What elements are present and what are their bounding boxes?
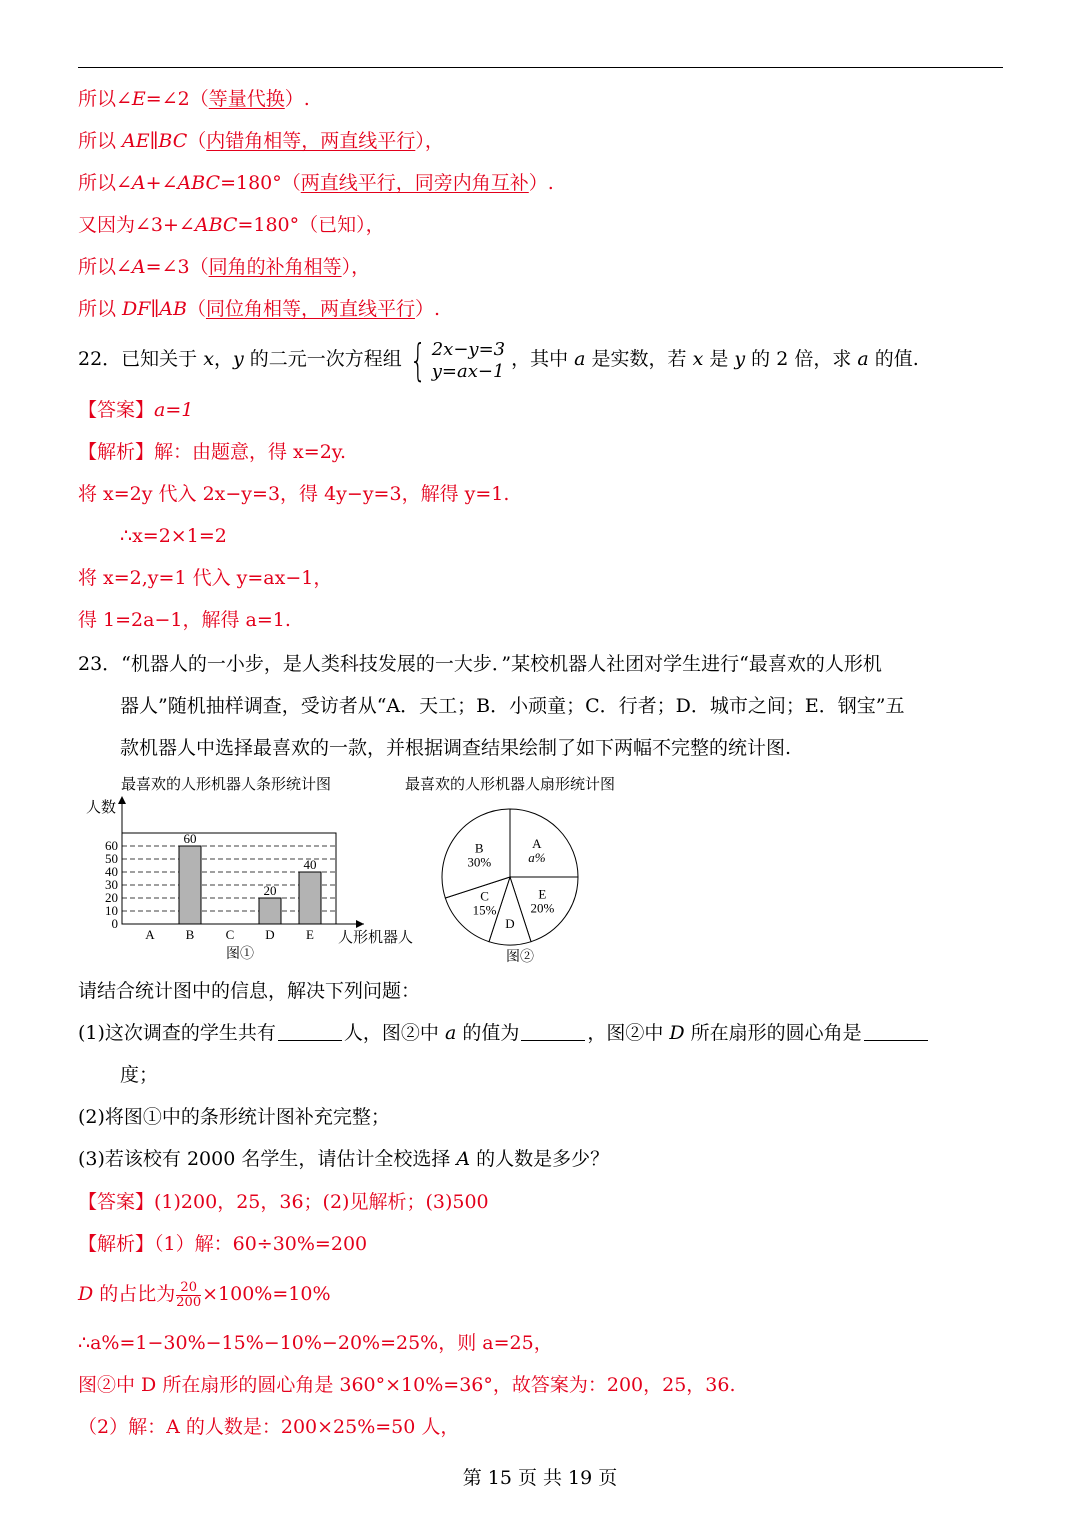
pie-slice-label: E [538, 886, 547, 902]
solution-22-line-3: ∴x=2×1=2 [120, 525, 227, 547]
solution-23-line-1: 【解析】（1）解：60÷30%=200 [78, 1233, 368, 1255]
y-axis-arrow [118, 796, 126, 804]
pie-slice-value: 30% [467, 854, 492, 870]
y-tick-label: 50 [105, 851, 118, 866]
solution-22-line-4: 将 x=2,y=1 代入 y=ax−1， [78, 567, 333, 589]
solution-23-line-2: D 的占比为 $\frac{20}{200}$ ×100%=10% [78, 1279, 331, 1310]
figure-caption-2: 图② [506, 950, 534, 965]
bar-D [259, 898, 281, 924]
x-tick-label: C [225, 927, 235, 942]
solution-23-line-5: （2）解：A 的人数是：200×25%=50 人， [78, 1416, 460, 1438]
y-tick-label: 40 [105, 864, 118, 879]
solution-22-line-1: 【解析】解：由题意，得 x=2y. [78, 441, 347, 463]
pie-slice-A [510, 809, 578, 877]
answer-blank-2 [521, 1022, 585, 1041]
solution-22-line-2: 将 x=2y 代入 2x−y=3，得 4y−y=3，解得 y=1. [78, 483, 510, 505]
proof-line-3: 所以∠A+∠ABC=180°（两直线平行，同旁内角互补）. [78, 172, 554, 194]
pie-slice-label: C [480, 888, 489, 904]
fraction: $\frac{20}{200}$ [176, 1279, 202, 1310]
bar-value-label: 20 [263, 883, 277, 898]
proof-line-1: 所以∠E=∠2（等量代换）. [78, 88, 310, 110]
bar-chart-title: 最喜欢的人形机器人条形统计图 [121, 776, 332, 793]
question-22: 22．已知关于 x，y 的二元一次方程组 { 2x−y=3 y=ax−1 ，其中 a 是实数，若 x 是 y 的 2 倍，求 a 的值. [78, 335, 919, 386]
question-23-part-2: (2)将图①中的条形统计图补充完整； [78, 1106, 390, 1128]
y-tick-label: 30 [105, 877, 118, 892]
y-axis-title: 人数 [86, 800, 117, 816]
answer-blank-3 [864, 1022, 928, 1041]
bar-B [179, 846, 201, 924]
y-tick-label: 0 [111, 916, 118, 931]
question-23-line-2: 器人”随机抽样调查，受访者从“A．天工；B．小顽童；C．行者；D．城市之间；E．钢宝”五 [120, 695, 905, 717]
answer-22: 【答案】a=1 [78, 399, 194, 421]
question-23-part-1-cont: 度； [120, 1064, 159, 1086]
question-23-line-1: 23．“机器人的一小步，是人类科技发展的一大步．”某校机器人社团对学生进行“最喜欢的人形机 [78, 653, 882, 675]
pie-slice-value: a% [528, 850, 546, 866]
solution-23-line-3: ∴a%=1−30%−15%−10%−20%=25%，则 a=25， [78, 1332, 553, 1354]
y-tick-label: 10 [105, 903, 118, 918]
proof-line-2: 所以 AE∥BC（内错角相等，两直线平行）， [78, 130, 444, 152]
x-tick-label: B [185, 927, 195, 942]
brace-glyph: { [409, 335, 427, 386]
proof-line-5: 所以∠A=∠3（同角的补角相等）， [78, 256, 371, 278]
equation-system: { 2x−y=3 y=ax−1 [409, 335, 506, 386]
figure-caption-1: 图① [226, 947, 254, 962]
pie-slice-label: A [532, 836, 542, 852]
x-tick-label: A [145, 927, 155, 942]
pie-chart-title: 最喜欢的人形机器人扇形统计图 [405, 776, 616, 793]
pie-slice-value: 15% [472, 902, 497, 918]
x-tick-label: E [306, 927, 314, 942]
question-23-part-1: (1)这次调查的学生共有 人，图②中 a 的值为 ，图②中 D 所在扇形的圆心角是 [78, 1021, 930, 1045]
question-23-part-3: (3)若该校有 2000 名学生，请估计全校选择 A 的人数是多少？ [78, 1148, 610, 1170]
pie-slice-label: D [505, 916, 515, 931]
bar-value-label: 60 [183, 831, 197, 846]
pie-slice-label: B [474, 840, 484, 856]
solution-22-line-5: 得 1=2a−1，解得 a=1. [78, 609, 291, 631]
header-rule [78, 67, 1003, 68]
x-tick-label: D [265, 927, 275, 942]
proof-line-6: 所以 DF∥AB（同位角相等，两直线平行）. [78, 298, 441, 320]
y-tick-label: 60 [105, 838, 118, 853]
question-23-line-3: 款机器人中选择最喜欢的一款，并根据调查结果绘制了如下两幅不完整的统计图. [120, 737, 792, 759]
proof-line-4: 又因为∠3+∠ABC=180°（已知）， [78, 214, 385, 236]
x-axis-title: 人形机器人 [338, 930, 414, 946]
pie-slice-value: 20% [530, 900, 555, 916]
bar-value-label: 40 [303, 857, 317, 872]
bar-E [299, 872, 321, 924]
pie-chart [430, 790, 600, 965]
y-tick-label: 20 [105, 890, 118, 905]
page-footer: 第 15 页 共 19 页 [462, 1467, 618, 1489]
x-axis-arrow [356, 920, 364, 928]
bar-chart [78, 790, 428, 965]
answer-23: 【答案】(1)200，25，36；(2)见解析；(3)500 [78, 1191, 489, 1213]
solution-23-line-4: 图②中 D 所在扇形的圆心角是 360°×10%=36°，故答案为：200，25，36. [78, 1374, 736, 1396]
question-23-intro: 请结合统计图中的信息，解决下列问题： [78, 980, 421, 1002]
answer-blank-1 [278, 1022, 342, 1041]
